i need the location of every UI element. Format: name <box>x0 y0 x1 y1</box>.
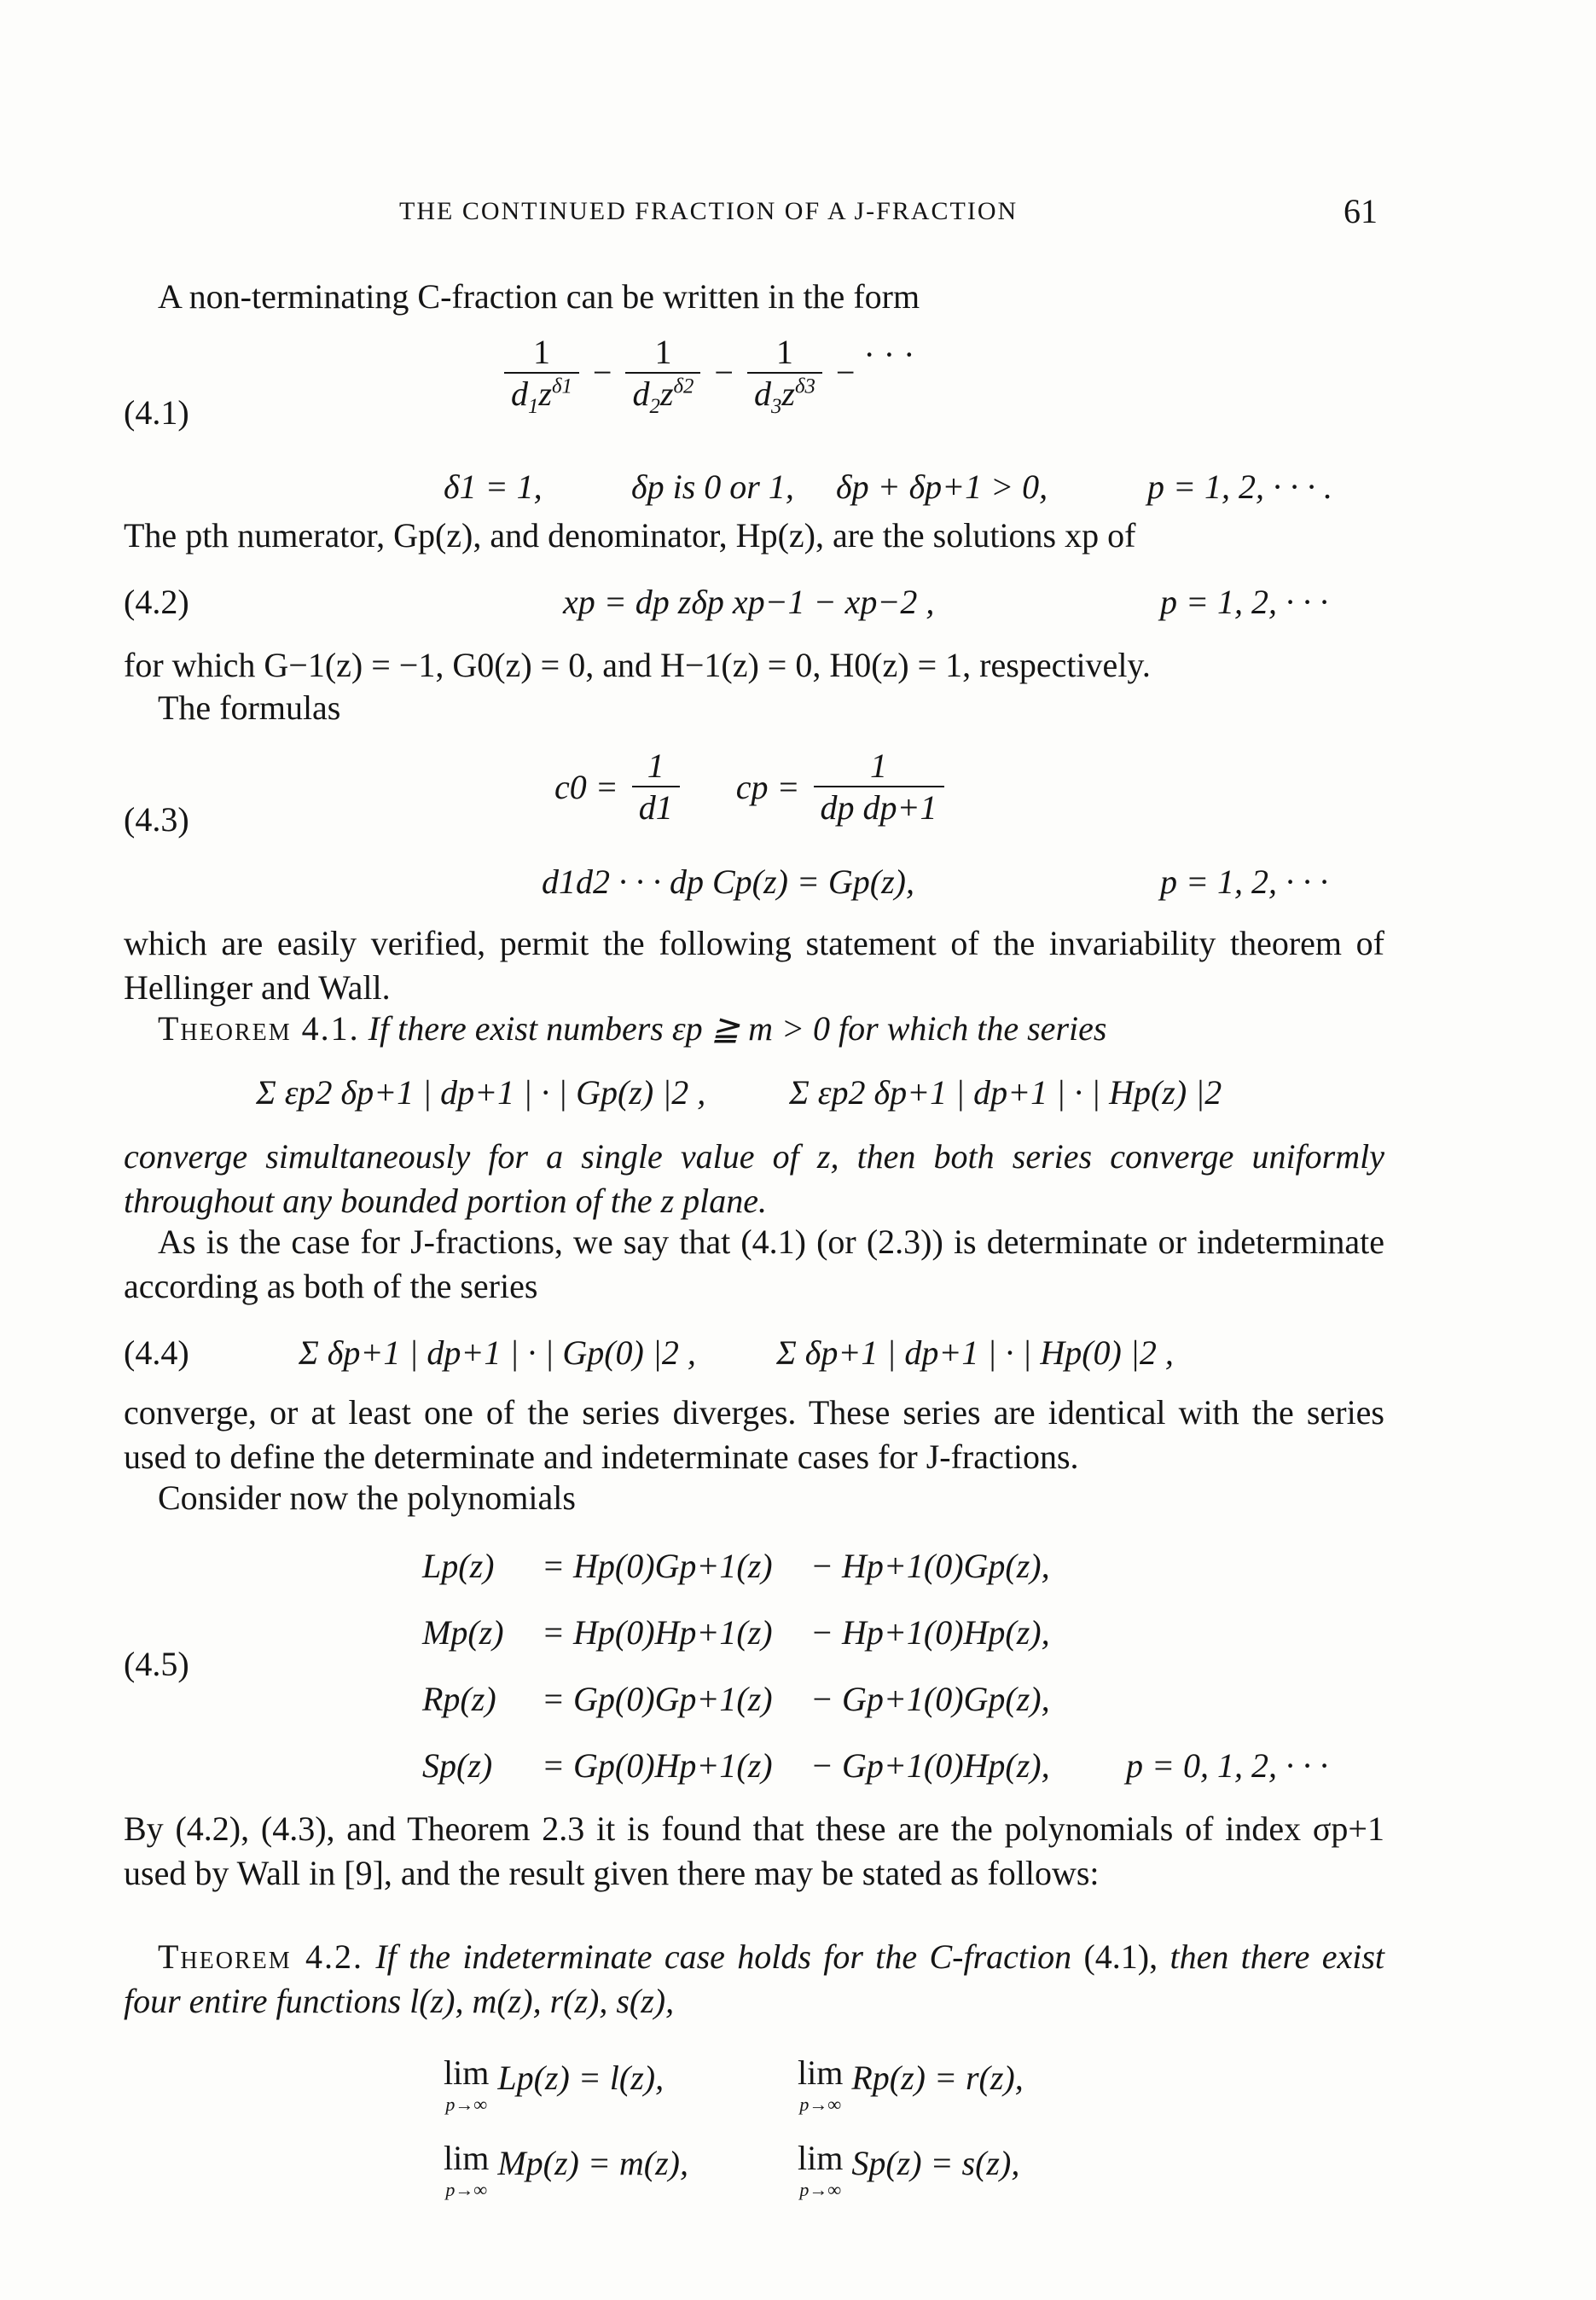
eq45-row2-b: − Hp+1(0)Hp(z), <box>810 1613 1050 1652</box>
num-3: 1 <box>747 333 822 374</box>
equation-label-4-5: (4.5) <box>124 1645 189 1683</box>
equation-4-1-fraction <box>499 333 914 420</box>
paragraph-determinate: As is the case for J-fractions, we say that (4.1) (or (2.3)) is determinate or indeterminate according as both of the series <box>124 1223 1384 1305</box>
limit-R <box>798 2053 1024 2115</box>
eq45-row3-a: = Gp(0)Gp+1(z) <box>542 1680 773 1718</box>
cp-num: 1 <box>814 746 944 787</box>
den-d2-sub: 2 <box>649 395 660 418</box>
cond-sum: δp + δp+1 > 0, <box>836 468 1048 506</box>
equation-label-4-2: (4.2) <box>124 583 189 621</box>
den-z2-sup: δ2 <box>673 375 694 398</box>
eq45-row1-a: = Hp(0)Gp+1(z) <box>542 1547 773 1585</box>
theorem-4-2-text1: If the indeterminate case holds for the C-fraction <box>375 1937 1072 1976</box>
eq45-row2-lhs: Mp(z) <box>422 1613 504 1652</box>
paragraph-initial-values: for which G−1(z) = −1, G0(z) = 0, and H−1(z) = 0, H0(z) = 1, respectively. <box>124 646 1151 684</box>
limit-L <box>444 2053 665 2115</box>
eq45-row4-lhs: Sp(z) <box>422 1746 493 1785</box>
den-z1-sup: δ1 <box>551 375 572 398</box>
equation-4-3-c0 <box>554 746 949 828</box>
eq45-row3-b: − Gp+1(0)Gp(z), <box>810 1680 1050 1718</box>
lim-word-M: lim <box>444 2139 490 2177</box>
equation-label-4-3: (4.3) <box>124 800 189 839</box>
lim-expr-M: Mp(z) = m(z), <box>497 2144 688 2182</box>
den-z3-sup: δ3 <box>794 375 815 398</box>
ellipsis: · · · <box>863 335 915 374</box>
series-G0: Σ δp+1 | dp+1 | · | Gp(0) |2 , <box>299 1333 696 1372</box>
equation-4-3-range: p = 1, 2, · · · <box>1160 862 1328 901</box>
equation-4-2-range: p = 1, 2, · · · <box>1160 583 1328 621</box>
minus-1: − <box>592 353 612 392</box>
c0-num: 1 <box>632 746 680 787</box>
den-z3: z <box>781 375 795 413</box>
den-z1: z <box>538 375 552 413</box>
eq45-row1-lhs: Lp(z) <box>422 1547 495 1585</box>
lim-word-S: lim <box>798 2139 844 2177</box>
paragraph-formulas: The formulas <box>158 688 341 727</box>
eq45-row3-lhs: Rp(z) <box>422 1680 496 1718</box>
equation-4-3-line2: d1d2 · · · dp Cp(z) = Gp(z), <box>542 862 914 901</box>
minus-3: − <box>835 353 856 392</box>
paragraph-polynomials: Consider now the polynomials <box>158 1478 576 1517</box>
theorem-4-2 <box>124 1935 1384 2024</box>
eq45-row4-a: = Gp(0)Hp+1(z) <box>542 1746 773 1785</box>
limit-M <box>444 2141 688 2199</box>
theorem-4-1-conclusion: converge simultaneously for a single value of z, then both series converge uniformly throughout any bounded portion of the z plane. <box>124 1137 1384 1220</box>
eq45-range: p = 0, 1, 2, · · · <box>1126 1746 1328 1785</box>
theorem-4-1 <box>158 1007 1106 1051</box>
lim-under-R: p→∞ <box>799 2094 842 2115</box>
page-number: 61 <box>1344 192 1378 230</box>
cond-range: p = 1, 2, · · · . <box>1147 468 1332 506</box>
lim-word-R: lim <box>798 2053 844 2092</box>
den-d3: d <box>753 375 771 413</box>
theorem-4-2-text2: then there exist four entire functions <box>124 1937 1385 2020</box>
num-2: 1 <box>625 333 700 374</box>
paragraph-intro: A non-terminating C-fraction can be written in the form <box>158 277 920 316</box>
running-title: THE CONTINUED FRACTION OF A J-FRACTION <box>399 197 1019 225</box>
cond-delta1: δ1 = 1, <box>444 468 543 506</box>
paragraph-invariability: which are easily verified, permit the following statement of the invariability theorem of Hellinger and Wall. <box>124 924 1384 1007</box>
num-1: 1 <box>504 333 579 374</box>
paragraph-converge: converge, or at least one of the series diverges. These series are identical with the series used to define the determinate and indeterminate cases for J-fractions. <box>124 1393 1384 1476</box>
series-H0: Σ δp+1 | dp+1 | · | Hp(0) |2 , <box>776 1333 1174 1372</box>
series-G: Σ εp2 δp+1 | dp+1 | · | Gp(z) |2 , <box>256 1073 706 1112</box>
theorem-4-2-ref: (4.1), <box>1083 1937 1158 1976</box>
eq45-row2-a: = Hp(0)Hp+1(z) <box>542 1613 773 1652</box>
paragraph-wall: By (4.2), (4.3), and Theorem 2.3 it is found that these are the polynomials of index σp+1 used by Wall in [9], and the result given there may be stated as follows: <box>124 1809 1384 1892</box>
lim-expr-L: Lp(z) = l(z), <box>497 2059 665 2097</box>
den-d2: d <box>632 375 650 413</box>
equation-4-2-body: xp = dp zδp xp−1 − xp−2 , <box>563 583 935 621</box>
lim-under-L: p→∞ <box>445 2094 488 2115</box>
lim-under-S: p→∞ <box>799 2179 842 2200</box>
c0-lhs: c0 = <box>554 768 618 806</box>
c0-den: d1 <box>638 788 673 827</box>
lim-expr-S: Sp(z) = s(z), <box>851 2144 1020 2182</box>
eq45-row4-b: − Gp+1(0)Hp(z), <box>810 1746 1050 1785</box>
den-d1-sub: 1 <box>528 395 539 418</box>
theorem-4-2-head: Theorem 4.2. <box>158 1937 363 1976</box>
equation-label-4-1: (4.1) <box>124 393 189 432</box>
minus-2: − <box>714 353 734 392</box>
den-d1: d <box>511 375 528 413</box>
series-H: Σ εp2 δp+1 | dp+1 | · | Hp(z) |2 <box>789 1073 1222 1112</box>
den-z2: z <box>659 375 674 413</box>
limit-S <box>798 2141 1019 2199</box>
paragraph-numerator: The pth numerator, Gp(z), and denominator, Hp(z), are the solutions xp of <box>124 516 1136 555</box>
cp-den: dp dp+1 <box>820 788 937 827</box>
lim-under-M: p→∞ <box>445 2179 488 2200</box>
theorem-4-1-head: Theorem 4.1. <box>158 1009 360 1048</box>
eq45-row1-b: − Hp+1(0)Gp(z), <box>810 1547 1050 1585</box>
theorem-4-1-text: If there exist numbers εp ≧ m > 0 for which the series <box>368 1009 1107 1048</box>
equation-label-4-4: (4.4) <box>124 1333 189 1372</box>
theorem-4-2-funcs: l(z), m(z), r(z), s(z), <box>409 1982 675 2020</box>
lim-expr-R: Rp(z) = r(z), <box>851 2059 1024 2097</box>
cp-lhs: cp = <box>735 768 800 806</box>
lim-word-L: lim <box>444 2053 490 2092</box>
cond-deltap: δp is 0 or 1, <box>631 468 794 506</box>
den-d3-sub: 3 <box>770 395 782 418</box>
